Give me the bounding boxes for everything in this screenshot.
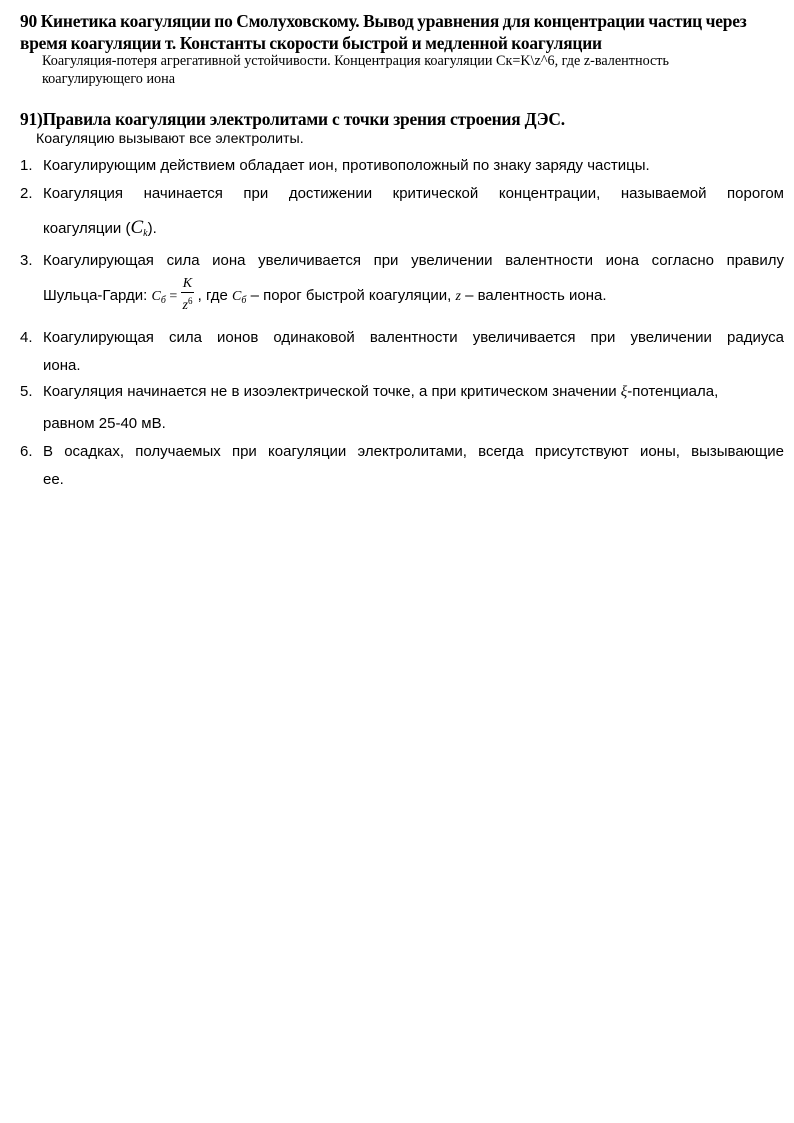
list-item-text: В осадках, получаемых при коагуляции электролитами, всегда присутствуют ионы, вызывающие — [43, 443, 784, 460]
list-item-text: Коагулирующая сила ионов одинаковой валентности увеличивается при увеличении радиуса — [43, 329, 784, 346]
text-fragment: ). — [147, 220, 157, 237]
math-symbol-c — [130, 217, 147, 238]
list-item-number: 1. — [20, 157, 33, 174]
math-letter: C — [232, 289, 242, 305]
math-subscript: б — [160, 295, 166, 307]
list-item-number: 4. — [20, 329, 33, 346]
text-fragment: -потенциала, — [627, 383, 719, 400]
math-letter: C — [151, 289, 161, 305]
math-numerator: K — [182, 276, 193, 291]
math-symbol-xi: ξ — [620, 384, 628, 400]
list-item-text: Коагуляция начинается при достижении критической концентрации, называемой порогом — [43, 185, 784, 202]
list-item-text-line-2: равном 25-40 мВ. — [43, 415, 166, 432]
math-subscript: k — [143, 228, 148, 239]
text-fragment: Шульца-Гарди: — [43, 287, 148, 305]
section-91-heading: 91)Правила коагуляции электролитами с точки зрения строения ДЭС. — [20, 109, 565, 129]
math-letter: C — [130, 217, 144, 238]
list-item-text-line-2 — [43, 217, 157, 239]
math-subscript: б — [241, 295, 247, 307]
list-item-text: Коагулирующая сила иона увеличивается при увеличении валентности иона согласно правилу — [43, 252, 784, 269]
math-operator: = — [169, 289, 178, 305]
text-fragment: Коагуляция начинается не в изоэлектрической точке, а при критическом значении — [43, 383, 617, 400]
list-item-text: Коагулирующим действием обладает ион, противоположный по знаку заряду частицы. — [43, 157, 650, 174]
list-item-number: 6. — [20, 443, 33, 460]
math-denominator — [181, 293, 194, 314]
math-formula-schulze-hardy — [151, 276, 198, 313]
list-item-text-line-2: иона. — [43, 357, 81, 374]
math-symbol-c — [232, 289, 247, 307]
text-fragment: – порог быстрой коагуляции, — [250, 287, 452, 305]
math-superscript: 6 — [187, 296, 193, 306]
text-fragment: – валентность иона. — [465, 287, 607, 305]
section-90-note-line-2: коагулирующего иона — [42, 71, 176, 87]
section-90-note-line-1: Коагуляция-потеря агрегативной устойчивости. Концентрация коагуляции Ск=K\z^6, где z-валентность — [42, 53, 669, 69]
math-letter: z — [182, 298, 188, 313]
text-fragment: , где — [197, 287, 228, 305]
list-item-number: 5. — [20, 383, 33, 400]
math-fraction — [181, 276, 194, 314]
section-90-heading-line-1: 90 Кинетика коагуляции по Смолуховскому. Вывод уравнения для концентрации частиц через — [20, 11, 747, 31]
list-item-number: 2. — [20, 185, 33, 202]
list-item-text-line-2: ее. — [43, 471, 64, 488]
text-fragment: коагуляции ( — [43, 220, 131, 237]
section-90-heading-line-2: время коагуляции т. Константы скорости быстрой и медленной коагуляции — [20, 33, 602, 53]
list-item-text-line-2 — [43, 278, 607, 316]
math-symbol-z: z — [455, 289, 461, 305]
section-91-intro: Коагуляцию вызывают все электролиты. — [36, 131, 304, 147]
list-item-text — [43, 383, 784, 401]
list-item-number: 3. — [20, 252, 33, 269]
